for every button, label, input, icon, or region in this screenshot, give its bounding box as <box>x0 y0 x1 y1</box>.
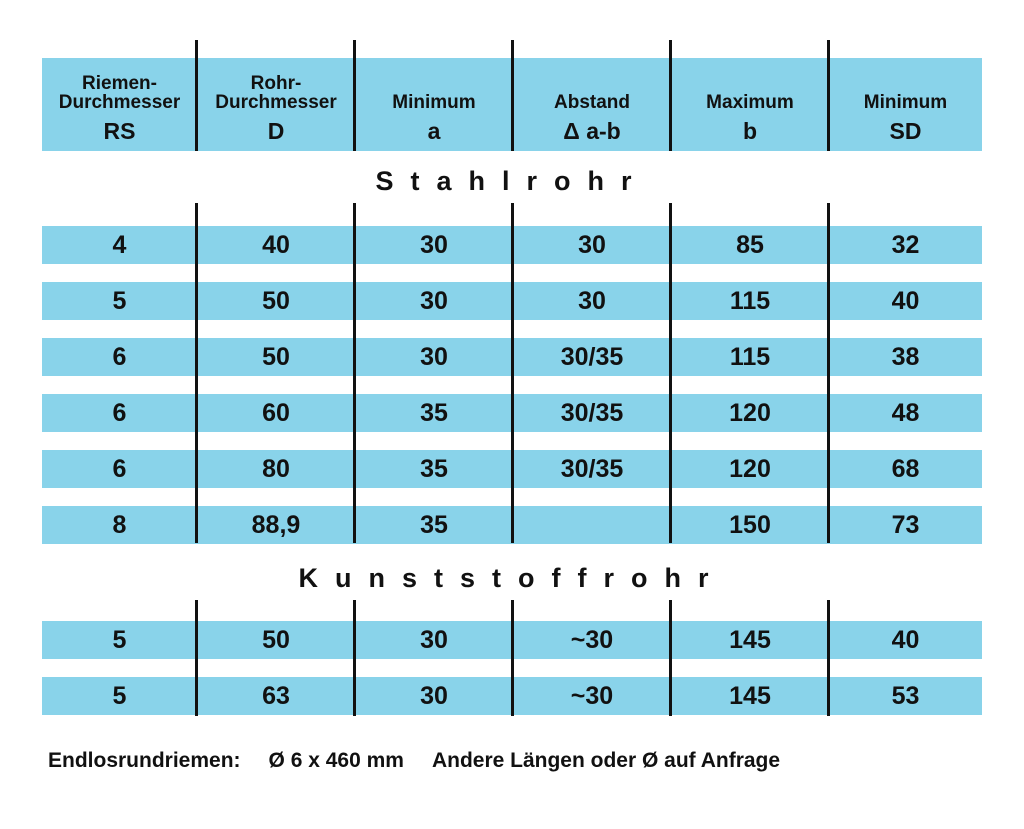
table-cell <box>513 506 671 544</box>
header-d-line1: Rohr- <box>250 73 302 94</box>
table-cell: 60 <box>262 398 290 427</box>
header-d-symbol: D <box>267 118 285 144</box>
header-sd-label: Minimum <box>863 92 948 113</box>
table-cell: 115 <box>729 286 771 315</box>
table-cell: 145 <box>729 625 771 654</box>
table-cell: 30 <box>420 681 448 710</box>
footer-label: Endlosrundriemen: <box>48 749 241 772</box>
table-cell: 120 <box>729 454 771 483</box>
header-b <box>671 58 829 151</box>
table-cell: 50 <box>262 625 290 654</box>
steel-separator <box>353 203 356 543</box>
header-rs-line2: Durchmesser <box>58 92 181 113</box>
table-cell: 88,9 <box>251 510 301 539</box>
header-a-symbol: a <box>427 118 441 144</box>
table-cell: 115 <box>729 342 771 371</box>
table-cell: 6 <box>112 342 127 371</box>
table-cell: 38 <box>891 342 920 371</box>
table-cell: 40 <box>891 625 920 654</box>
table-cell: 5 <box>112 286 127 315</box>
footer-spec: Ø 6 x 460 mm <box>268 749 404 772</box>
plastic-separator <box>669 600 672 716</box>
table-cell: ~30 <box>570 681 614 710</box>
table-cell: 30 <box>420 286 448 315</box>
plastic-separator <box>511 600 514 716</box>
header-rs <box>42 58 197 151</box>
header-separator <box>353 40 356 151</box>
header-separator <box>827 40 830 151</box>
table-cell: 35 <box>420 510 448 539</box>
footer-availability: Andere Längen oder Ø auf Anfrage <box>431 749 781 772</box>
table-cell: 50 <box>262 342 290 371</box>
plastic-separator <box>827 600 830 716</box>
table-cell: 50 <box>262 286 290 315</box>
header-separator <box>669 40 672 151</box>
header-ab-symbol: Δ a-b <box>563 118 621 144</box>
table-cell: 6 <box>112 398 127 427</box>
section-title-plastic: Kunststoffrohr <box>298 563 726 593</box>
plastic-separator <box>353 600 356 716</box>
steel-separator <box>827 203 830 543</box>
table-cell: 40 <box>891 286 920 315</box>
table-cell: 6 <box>112 454 127 483</box>
table-cell: 73 <box>891 510 920 539</box>
table-cell: 145 <box>729 681 771 710</box>
table-cell: 68 <box>891 454 920 483</box>
table-cell: ~30 <box>570 625 614 654</box>
table-cell: 30/35 <box>560 342 624 371</box>
footer-note <box>48 744 780 778</box>
header-b-symbol: b <box>742 118 758 144</box>
header-a-label: Minimum <box>392 92 476 113</box>
header-rs-line1: Riemen- <box>82 73 157 94</box>
table-cell: 40 <box>262 230 290 259</box>
header-sd-symbol: SD <box>889 118 922 144</box>
table-cell: 53 <box>891 681 920 710</box>
table-cell: 30 <box>420 342 448 371</box>
table-cell: 5 <box>112 681 127 710</box>
header-sd <box>829 58 982 151</box>
table-cell: 5 <box>112 625 127 654</box>
header-b-label: Maximum <box>706 92 794 113</box>
table-cell: 30/35 <box>560 398 624 427</box>
steel-separator <box>669 203 672 543</box>
section-title-steel: Stahlrohr <box>375 166 649 196</box>
table-cell: 85 <box>736 230 764 259</box>
steel-separator <box>195 203 198 543</box>
table-cell: 35 <box>420 454 448 483</box>
steel-separator <box>511 203 514 543</box>
table-cell: 30 <box>578 230 606 259</box>
table-cell: 120 <box>729 398 771 427</box>
header-d <box>197 58 355 151</box>
plastic-separator <box>195 600 198 716</box>
header-separator <box>195 40 198 151</box>
table-cell: 80 <box>262 454 290 483</box>
header-separator <box>511 40 514 151</box>
table-cell: 30 <box>420 230 448 259</box>
header-d-line2: Durchmesser <box>215 92 337 113</box>
header-ab-label: Abstand <box>554 92 630 113</box>
table-cell: 150 <box>729 510 771 539</box>
table-cell: 30 <box>578 286 606 315</box>
table-cell: 63 <box>262 681 290 710</box>
table-cell: 30/35 <box>560 454 624 483</box>
header-ab <box>513 58 671 151</box>
table-cell: 4 <box>112 230 127 259</box>
table-cell: 32 <box>891 230 920 259</box>
table-cell: 30 <box>420 625 448 654</box>
table-cell: 35 <box>420 398 448 427</box>
table-cell: 8 <box>112 510 127 539</box>
table-cell: 48 <box>891 398 920 427</box>
header-rs-symbol: RS <box>103 118 136 144</box>
header-a <box>355 58 513 151</box>
